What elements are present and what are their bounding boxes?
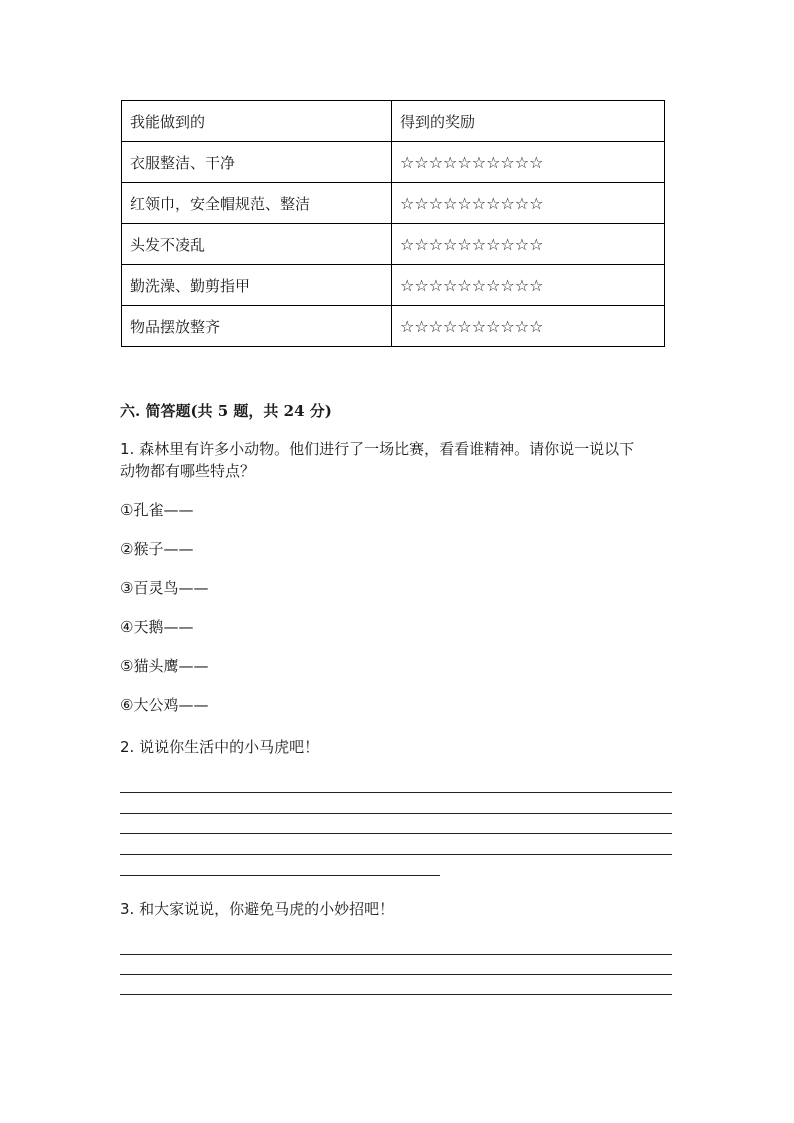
question-1-option: ⑥大公鸡—— bbox=[120, 696, 209, 714]
star-rating-cell: ☆☆☆☆☆☆☆☆☆☆ bbox=[392, 224, 665, 265]
question-1-option: ③百灵鸟—— bbox=[120, 579, 209, 597]
answer-line bbox=[120, 954, 672, 955]
answer-line bbox=[120, 994, 672, 995]
reward-table bbox=[121, 100, 665, 347]
behavior-cell: 衣服整洁、干净 bbox=[122, 142, 392, 183]
section-title: 六. 简答题(共 5 题，共 24 分) bbox=[120, 402, 332, 420]
answer-line bbox=[120, 833, 672, 834]
question-3-text: 3. 和大家说说，你避免马虎的小妙招吧！ bbox=[120, 900, 395, 918]
answer-line bbox=[120, 974, 672, 975]
star-rating-cell: ☆☆☆☆☆☆☆☆☆☆ bbox=[392, 183, 665, 224]
star-rating-cell: ☆☆☆☆☆☆☆☆☆☆ bbox=[392, 306, 665, 347]
behavior-cell: 勤洗澡、勤剪指甲 bbox=[122, 265, 392, 306]
table-row bbox=[122, 142, 665, 183]
table-row bbox=[122, 183, 665, 224]
answer-line bbox=[120, 854, 672, 855]
answer-line bbox=[120, 875, 440, 876]
question-2-text: 2. 说说你生活中的小马虎吧！ bbox=[120, 738, 320, 756]
table-row bbox=[122, 265, 665, 306]
question-1-option: ②猴子—— bbox=[120, 540, 194, 558]
question-1-option: ④天鹅—— bbox=[120, 618, 194, 636]
behavior-cell: 头发不凌乱 bbox=[122, 224, 392, 265]
question-1-line-2: 动物都有哪些特点？ bbox=[120, 462, 256, 480]
behavior-cell: 物品摆放整齐 bbox=[122, 306, 392, 347]
question-1-option: ⑤猫头鹰—— bbox=[120, 657, 209, 675]
answer-line bbox=[120, 792, 672, 793]
star-rating-cell: ☆☆☆☆☆☆☆☆☆☆ bbox=[392, 265, 665, 306]
star-rating-cell: ☆☆☆☆☆☆☆☆☆☆ bbox=[392, 142, 665, 183]
header-cell: 我能做到的 bbox=[122, 101, 392, 142]
question-1-line-1: 1. 森林里有许多小动物。他们进行了一场比赛，看看谁精神。请你说一说以下 bbox=[120, 440, 635, 458]
table-row bbox=[122, 224, 665, 265]
table-row bbox=[122, 306, 665, 347]
answer-line bbox=[120, 813, 672, 814]
header-cell: 得到的奖励 bbox=[392, 101, 665, 142]
behavior-cell: 红领巾，安全帽规范、整洁 bbox=[122, 183, 392, 224]
question-1-option: ①孔雀—— bbox=[120, 501, 194, 519]
table-header-row bbox=[122, 101, 665, 142]
